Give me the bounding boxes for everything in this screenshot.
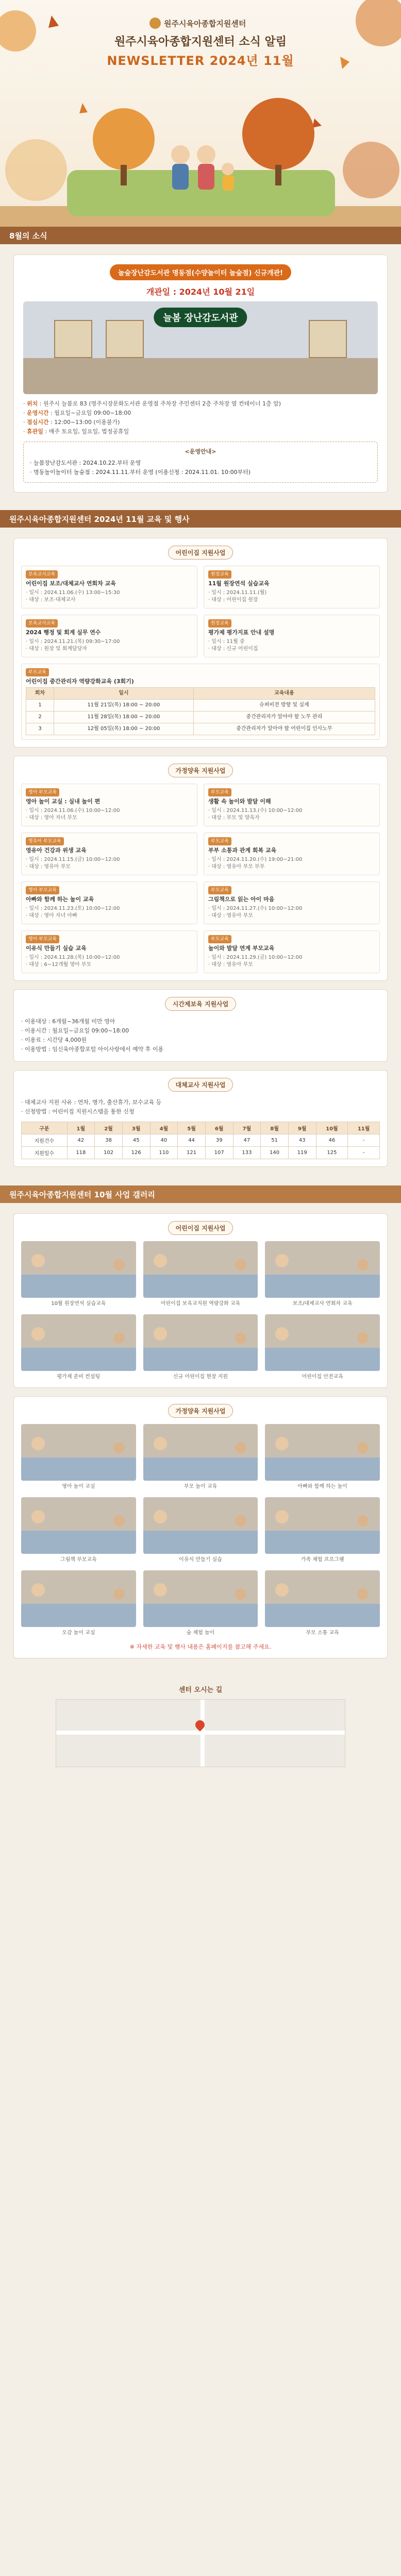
program-name: 2024 행정 및 회계 실무 연수 <box>26 629 101 636</box>
directions-section <box>0 1677 401 1767</box>
photo-image <box>265 1314 380 1371</box>
table-header: 5월 <box>178 1122 206 1134</box>
table-cell: - <box>348 1134 380 1147</box>
table-cell: 지원건수 <box>22 1134 68 1147</box>
photo-caption: 숲 체험 놀이 <box>186 1630 215 1636</box>
photo-image <box>265 1497 380 1554</box>
program-card[interactable] <box>21 833 197 875</box>
program-line: · 일시 : 2024.11.15.(금) 10:00~12:00 <box>26 857 120 862</box>
photo-caption: 부모 소통 교육 <box>306 1630 339 1636</box>
table-cell: 125 <box>316 1147 348 1159</box>
program-line: · 일시 : 2024.11.29.(금) 10:00~12:00 <box>208 955 303 960</box>
gallery-homecare <box>13 1396 388 1658</box>
org-name: 원주시육아종합지원센터 <box>164 19 246 28</box>
program-tag: 영아 부모교육 <box>26 935 59 943</box>
group-title: 시간제보육 지원사업 <box>165 997 237 1011</box>
table-cell: 40 <box>150 1134 178 1147</box>
shelf-shape <box>54 320 92 358</box>
program-line: · 대상 : 영유아 부모 부부 <box>208 864 265 870</box>
program-line: · 대상 : 영유아 부모 <box>208 962 253 968</box>
program-card[interactable] <box>21 784 197 826</box>
substitute-stats-table <box>21 1122 380 1159</box>
gallery-photo[interactable] <box>265 1570 380 1636</box>
gallery-photo[interactable] <box>143 1570 258 1636</box>
home-care-support-group <box>13 756 388 981</box>
table-row <box>22 1147 380 1159</box>
table-header: 6월 <box>205 1122 233 1134</box>
opening-details <box>23 399 378 436</box>
library-photo <box>23 301 378 394</box>
newsletter-issue: NEWSLETTER 2024년 11월 <box>107 54 294 68</box>
program-card[interactable] <box>21 930 197 973</box>
table-cell: 51 <box>261 1134 289 1147</box>
program-line: · 대상 : 영유아 부모 <box>208 913 253 919</box>
gallery-photo[interactable] <box>21 1241 136 1307</box>
table-header: 회차 <box>26 688 54 700</box>
table-header: 8월 <box>261 1122 289 1134</box>
table-cell: 133 <box>233 1147 261 1159</box>
program-line: · 대상 : 신규 어린이집 <box>208 646 258 652</box>
gallery-photo[interactable] <box>143 1424 258 1490</box>
table-row: 1 11월 21일(목) 18:00 ~ 20:00 슈퍼비전 방향 및 실제 <box>26 700 375 711</box>
table-row <box>22 1134 380 1147</box>
program-name: 영아 놀이 교실 : 실내 놀이 편 <box>26 798 101 805</box>
program-line: · 대상 : 부모 및 양육자 <box>208 815 260 821</box>
program-line: · 일시 : 11월 중 <box>208 639 245 645</box>
program-tag: 부모교육 <box>208 788 231 796</box>
program-tag: 원장교육 <box>208 570 231 579</box>
directions-title: 센터 오시는 길 <box>178 1686 223 1694</box>
table-cell: 38 <box>95 1134 123 1147</box>
table-header: 11월 <box>348 1122 380 1134</box>
newsletter-title: 원주시육아종합지원센터 소식 알림 <box>114 36 287 48</box>
detail-row: · 위치 : 원주시 늘봄로 83 (명주시장문화도서관 운영점 주차장 주민센터 2층 주차장 옆 컨테이너 1층 앞) <box>23 400 281 407</box>
photo-image <box>143 1570 258 1627</box>
program-name: 놀이와 발달 연계 부모교육 <box>208 945 275 952</box>
program-line: · 대상 : 영아 자녀 부모 <box>26 815 77 821</box>
program-line: · 일시 : 2024.11.23.(토) 10:00~12:00 <box>26 906 120 911</box>
table-header: 일시 <box>54 688 194 700</box>
group-title: 가정양육 지원사업 <box>168 764 233 777</box>
table-header: 4월 <box>150 1122 178 1134</box>
opening-notice-pill: 놀숲장난감도서관 명동점(수양놀이터 놀숲점) 신규개관! <box>110 264 291 280</box>
table-cell: 46 <box>316 1134 348 1147</box>
operation-info-line: · 늘봄장난감도서관 : 2024.10.22.부터 운영 <box>30 460 141 466</box>
photo-image <box>265 1570 380 1627</box>
photo-image <box>143 1424 258 1481</box>
hero-header <box>0 0 401 227</box>
program-card[interactable] <box>204 833 380 875</box>
gallery-photo[interactable] <box>21 1570 136 1636</box>
info-line: · 이용대상 : 6개월~36개월 미만 영아 <box>21 1018 115 1025</box>
group-title: 어린이집 지원사업 <box>168 546 233 560</box>
table-cell: 110 <box>150 1147 178 1159</box>
table-cell: - <box>348 1147 380 1159</box>
gallery-note: ※ 자세한 교육 및 행사 내용은 홈페이지를 참고해 주세요. <box>129 1643 272 1650</box>
program-card[interactable] <box>204 615 380 657</box>
program-tag: 보육교사교육 <box>26 570 58 579</box>
opening-date: 개관일 : 2024년 10월 21일 <box>146 287 255 297</box>
photo-image <box>21 1241 136 1298</box>
program-line: · 대상 : 6~12개월 영아 부모 <box>26 962 92 968</box>
table-cell: 140 <box>261 1147 289 1159</box>
info-line: · 이용료 : 시간당 4,000원 <box>21 1037 87 1043</box>
program-card[interactable] <box>204 930 380 973</box>
section-bar-gallery: 원주시육아종합지원센터 10월 사업 갤러리 <box>0 1185 401 1203</box>
program-line: · 일시 : 2024.11.21.(목) 09:30~17:00 <box>26 639 120 645</box>
table-header: 구분 <box>22 1122 68 1134</box>
program-line: · 일시 : 2024.11.20.(수) 19:00~21:00 <box>208 857 303 862</box>
info-line: · 신청방법 : 어린이집 지원시스템을 통한 신청 <box>21 1108 135 1115</box>
photo-caption: 오감 놀이 교실 <box>62 1630 95 1636</box>
gallery-photo[interactable] <box>21 1424 136 1490</box>
photo-caption: 부모 놀이 교육 <box>183 1484 218 1489</box>
gallery-photo[interactable] <box>143 1241 258 1307</box>
table-cell: 102 <box>95 1147 123 1159</box>
detail-row: · 휴관일 : 매주 토요일, 일요일, 법정공휴일 <box>23 428 129 435</box>
program-card[interactable] <box>204 784 380 826</box>
org-logo-icon <box>149 18 161 29</box>
org-logo[interactable] <box>149 18 246 29</box>
photo-image <box>21 1570 136 1627</box>
program-card-table <box>21 664 380 740</box>
photo-image <box>265 1241 380 1298</box>
program-line: · 일시 : 2024.11.28.(목) 10:00~12:00 <box>26 955 120 960</box>
photo-caption: 10월 원장연석 실습교육 <box>51 1301 106 1307</box>
photo-image <box>21 1497 136 1554</box>
program-name: 이유식 만들기 실습 교육 <box>26 945 87 952</box>
photo-caption: 신규 어린이집 현장 지원 <box>173 1374 228 1380</box>
table-row: 2 11월 28일(목) 18:00 ~ 20:00 중간관리자가 알아야 할 노무 관리 <box>26 711 375 723</box>
daycare-support-group <box>13 538 388 748</box>
program-line: · 일시 : 2024.11.13.(수) 10:00~12:00 <box>208 808 303 814</box>
program-tag: 부모교육 <box>26 668 49 676</box>
program-card[interactable] <box>21 882 197 924</box>
hourly-care-info <box>21 1017 380 1054</box>
program-card[interactable] <box>204 882 380 924</box>
program-name: 아빠와 함께 하는 놀이 교육 <box>26 896 94 903</box>
program-name: 평가제 평가지표 안내 설명 <box>208 629 275 636</box>
gallery-photo[interactable] <box>265 1497 380 1563</box>
detail-row: · 점심시간 : 12:00~13:00 (이용불가) <box>23 419 120 426</box>
table-header: 3월 <box>122 1122 150 1134</box>
gallery-photo[interactable] <box>143 1497 258 1563</box>
photo-image <box>143 1314 258 1371</box>
photo-caption: 가족 체험 프로그램 <box>300 1557 344 1563</box>
table-row: 3 12월 05일(목) 18:00 ~ 20:00 중간관리자가 알아야 할 어린이집 인사노무 <box>26 723 375 735</box>
group-title: 대체교사 지원사업 <box>168 1078 233 1092</box>
program-tag: 영아 부모교육 <box>26 886 59 894</box>
gallery-photo[interactable] <box>21 1497 136 1563</box>
table-header: 교육내용 <box>193 688 375 700</box>
hourly-care-group <box>13 989 388 1062</box>
program-tag: 부모교육 <box>208 837 231 845</box>
table-header: 10월 <box>316 1122 348 1134</box>
table-cell: 43 <box>288 1134 316 1147</box>
gallery-photo[interactable] <box>265 1314 380 1380</box>
photo-image <box>143 1497 258 1554</box>
gallery-photo[interactable] <box>143 1314 258 1380</box>
program-name: 영유아 건강과 위생 교육 <box>26 847 87 854</box>
table-cell: 47 <box>233 1134 261 1147</box>
photo-caption: 영아 놀이 교실 <box>62 1484 95 1489</box>
section-gallery <box>0 1203 401 1677</box>
floor-shape <box>23 358 378 394</box>
info-line: · 이용방법 : 임신육아종합포털 아이사랑에서 예약 후 이용 <box>21 1046 164 1053</box>
program-name: 어린이집 보조/대체교사 연회차 교육 <box>26 580 116 587</box>
photo-image <box>21 1424 136 1481</box>
library-sign: 늘봄 장난감도서관 <box>154 308 247 327</box>
program-name: 11월 원장연석 실습교육 <box>208 580 270 587</box>
detail-row: · 운영시간 : 월요일~금요일 09:00~18:00 <box>23 410 131 416</box>
group-title: 어린이집 지원사업 <box>168 1221 233 1235</box>
program-name: 어린이집 중간관리자 역량강화교육 (3회기) <box>26 678 134 685</box>
operation-info-box <box>23 442 378 483</box>
program-schedule-table <box>26 687 375 735</box>
section-bar-events: 원주시육아종합지원센터 2024년 11월 교육 및 행사 <box>0 510 401 528</box>
photo-caption: 어린이집 보육교직원 역량강화 교육 <box>160 1301 241 1307</box>
table-cell: 45 <box>122 1134 150 1147</box>
program-tag: 보육교사교육 <box>26 619 58 628</box>
program-tag: 원장교육 <box>208 619 231 628</box>
gallery-photo[interactable] <box>265 1241 380 1307</box>
photo-image <box>21 1314 136 1371</box>
program-tag: 영아 부모교육 <box>26 788 59 796</box>
substitute-teacher-group <box>13 1070 388 1167</box>
table-header: 7월 <box>233 1122 261 1134</box>
section-events <box>0 528 401 1185</box>
program-line: · 대상 : 영유아 부모 <box>26 864 71 870</box>
program-card[interactable] <box>204 566 380 608</box>
program-card[interactable] <box>21 566 197 608</box>
program-line: · 일시 : 2024.11.27.(수) 10:00~12:00 <box>208 906 303 911</box>
table-cell: 126 <box>122 1147 150 1159</box>
opening-notice-card <box>13 255 388 493</box>
table-cell: 44 <box>178 1134 206 1147</box>
road-shape <box>201 1700 205 1767</box>
photo-caption: 평가제 준비 컨설팅 <box>57 1374 101 1380</box>
program-name: 부부 소통과 관계 회복 교육 <box>208 847 277 854</box>
table-cell: 119 <box>288 1147 316 1159</box>
shelf-shape <box>309 320 347 358</box>
photo-caption: 아빠와 함께 하는 놀이 <box>297 1484 347 1489</box>
location-map[interactable] <box>56 1699 345 1767</box>
section-bar-monthly-news: 8월의 소식 <box>0 227 401 244</box>
photo-image <box>143 1241 258 1298</box>
photo-caption: 보조/대체교사 연회차 교육 <box>292 1301 353 1307</box>
program-tag: 영유아 부모교육 <box>26 837 64 845</box>
gallery-photo[interactable] <box>21 1314 136 1380</box>
table-cell: 121 <box>178 1147 206 1159</box>
program-card[interactable] <box>21 615 197 657</box>
program-line: · 대상 : 영아 자녀 아빠 <box>26 913 77 919</box>
shelf-shape <box>106 320 144 358</box>
table-cell: 118 <box>67 1147 95 1159</box>
gallery-photo[interactable] <box>265 1424 380 1490</box>
operation-info-title: <운영안내> <box>185 448 216 455</box>
program-line: · 일시 : 2024.11.06.(수) 10:00~12:00 <box>26 808 120 814</box>
info-line: · 이용시간 : 월요일~금요일 09:00~18:00 <box>21 1027 129 1034</box>
program-line: · 대상 : 원장 및 회계담당자 <box>26 646 88 652</box>
group-title: 가정양육 지원사업 <box>168 1404 233 1418</box>
photo-image <box>265 1424 380 1481</box>
info-line: · 대체교사 지원 사유 : 연차, 병가, 출산휴가, 보수교육 등 <box>21 1099 162 1106</box>
table-cell: 지원일수 <box>22 1147 68 1159</box>
operation-info-line: · 명동놀이놀이터 놀숲점 : 2024.11.11.부터 운영 (이용신청 : 2024.11.01. 10:00부터) <box>30 469 251 476</box>
program-line: · 일시 : 2024.11.06.(수) 13:00~15:30 <box>26 590 120 596</box>
program-line: · 대상 : 보조·대체교사 <box>26 597 76 603</box>
photo-caption: 이유식 만들기 실습 <box>179 1557 222 1563</box>
gallery-daycare <box>13 1213 388 1388</box>
program-line: · 대상 : 어린이집 원장 <box>208 597 258 603</box>
program-name: 생활 속 놀이와 발달 이해 <box>208 798 271 805</box>
table-header: 9월 <box>288 1122 316 1134</box>
section-monthly-news <box>0 244 401 510</box>
photo-caption: 그림책 부모교육 <box>60 1557 97 1563</box>
program-line: · 일시 : 2024.11.11.(월) <box>208 590 267 596</box>
photo-caption: 어린이집 안전교육 <box>302 1374 343 1380</box>
program-tag: 부모교육 <box>208 935 231 943</box>
table-header: 2월 <box>95 1122 123 1134</box>
family-illustration <box>67 77 335 216</box>
program-tag: 부모교육 <box>208 886 231 894</box>
substitute-info <box>21 1098 380 1116</box>
table-cell: 39 <box>205 1134 233 1147</box>
table-cell: 107 <box>205 1147 233 1159</box>
table-header: 1월 <box>67 1122 95 1134</box>
program-name: 그림책으로 읽는 아이 마음 <box>208 896 275 903</box>
table-cell: 42 <box>67 1134 95 1147</box>
